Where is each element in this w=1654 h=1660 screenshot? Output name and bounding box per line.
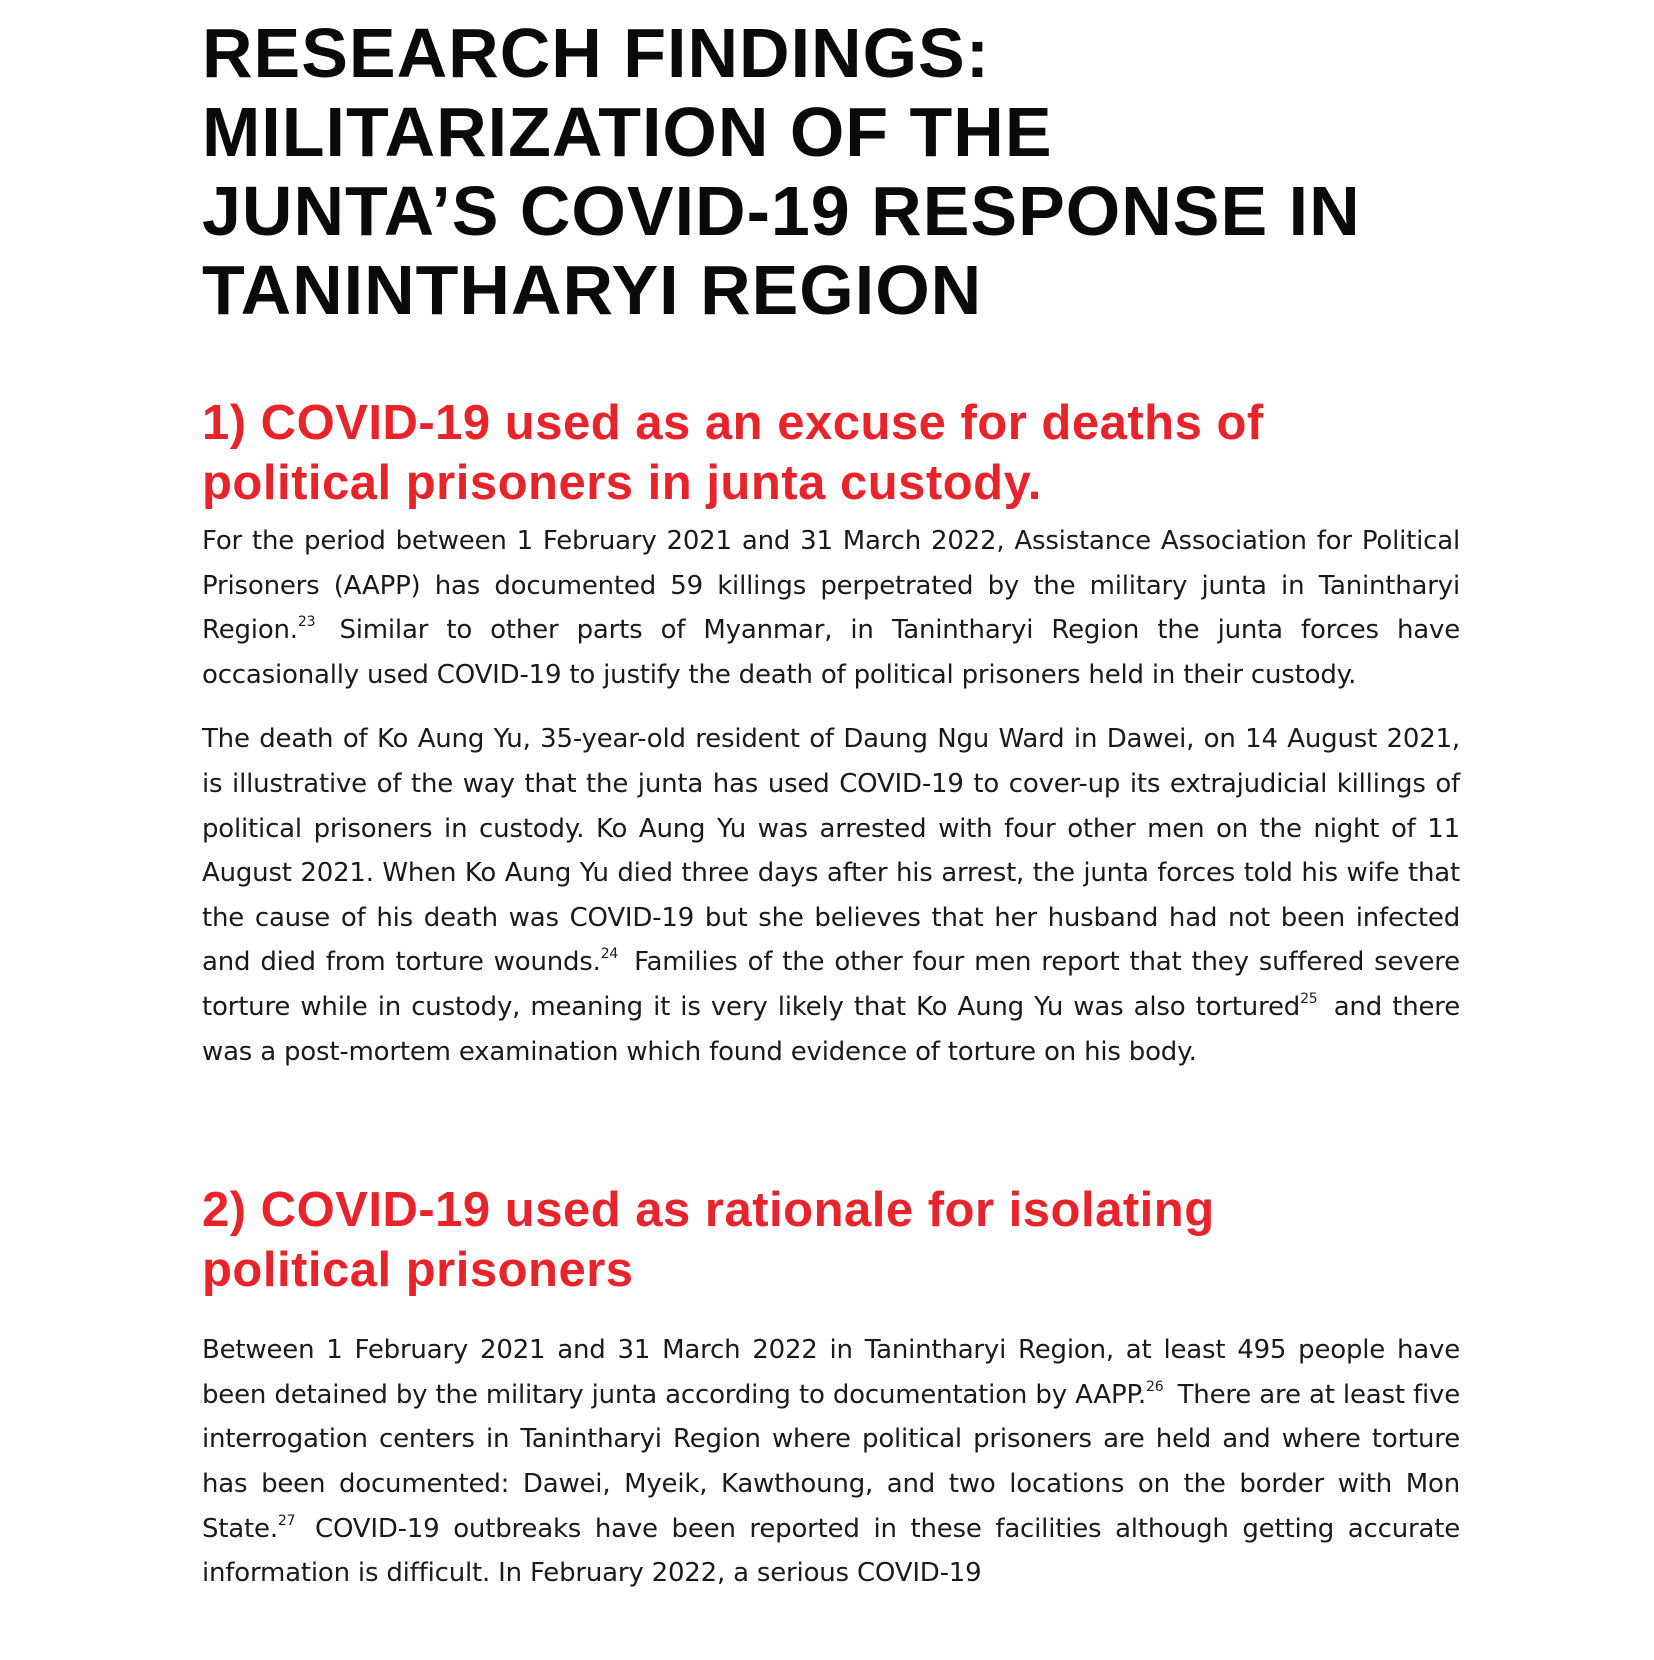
footnote-marker: 25 [1300,990,1318,1007]
section-2-heading-line-1: 2) COVID-19 used as rationale for isolating [202,1183,1215,1238]
paragraph-text: The death of Ko Aung Yu, 35-year-old resident of Daung Ngu Ward in Dawei, on 14 August 2021, is illustrative of the way that the junta has used COVID-19 to cover-up its extrajudicial killings of political prisoners in custody. Ko Aung Yu was arrested with four other men on the night of 11 August 2021. When Ko Aung Yu died three days after his arrest, the junta forces told his wife that the cause of his death was COVID-19 but she believes that her husband had not been infected and died from torture wounds. [202,724,1460,978]
paragraph-text: and there was a post-mortem examination which found evidence of torture on his body. [202,991,1460,1067]
paragraph-text: COVID-19 outbreaks have been reported in these facilities although getting accurate information is difficult. In February 2022, a serious COVID-19 [202,1513,1460,1589]
section-1-paragraph-2 [202,717,1460,1074]
section-2-heading-line-2: political prisoners [202,1243,634,1298]
section-1-heading-line-1: 1) COVID-19 used as an excuse for deaths of [202,396,1264,450]
section-1-heading-line-2: political prisoners in junta custody. [202,456,1042,510]
section-2-paragraph-1 [202,1328,1460,1596]
paragraph-text: Families of the other four men report that they suffered severe torture while in custody, meaning it is very likely that Ko Aung Yu was also tortured [202,947,1460,1022]
footnote-marker: 23 [297,614,316,631]
section-1-heading [202,393,1460,513]
page-title-line-3: JUNTA’S COVID-19 RESPONSE IN [202,172,1361,250]
paragraph-text: For the period between 1 February 2021 and 31 March 2022, Assistance Association for Political Prisoners (AAPP) has documented 59 killings perpetrated by the military junta in Tanintharyi Region. [202,526,1460,646]
section-1-paragraph-1 [202,519,1460,697]
page-title [202,0,1460,330]
document-page [202,0,1460,1596]
footnote-marker: 24 [600,946,619,963]
paragraph-text: Similar to other parts of Myanmar, in Tanintharyi Region the junta forces have occasionally used COVID-19 to justify the death of political prisoners held in their custody. [202,615,1460,690]
paragraph-text: There are at least five interrogation centers in Tanintharyi Region where political prisoners are held and where torture has been documented: Dawei, Myeik, Kawthoung, and two locations on the border with Mon State. [202,1379,1460,1544]
page-title-line-1: RESEARCH FINDINGS: [202,14,991,92]
page-title-line-4: TANINTHARYI REGION [202,251,983,329]
footnote-marker: 26 [1145,1378,1164,1395]
footnote-marker: 27 [277,1512,296,1529]
section-2-heading [202,1180,1460,1300]
paragraph-text: Between 1 February 2021 and 31 March 2022 in Tanintharyi Region, at least 495 people have been detained by the military junta according to documentation by AAPP. [202,1335,1460,1410]
page-title-line-2: MILITARIZATION OF THE [202,93,1053,171]
